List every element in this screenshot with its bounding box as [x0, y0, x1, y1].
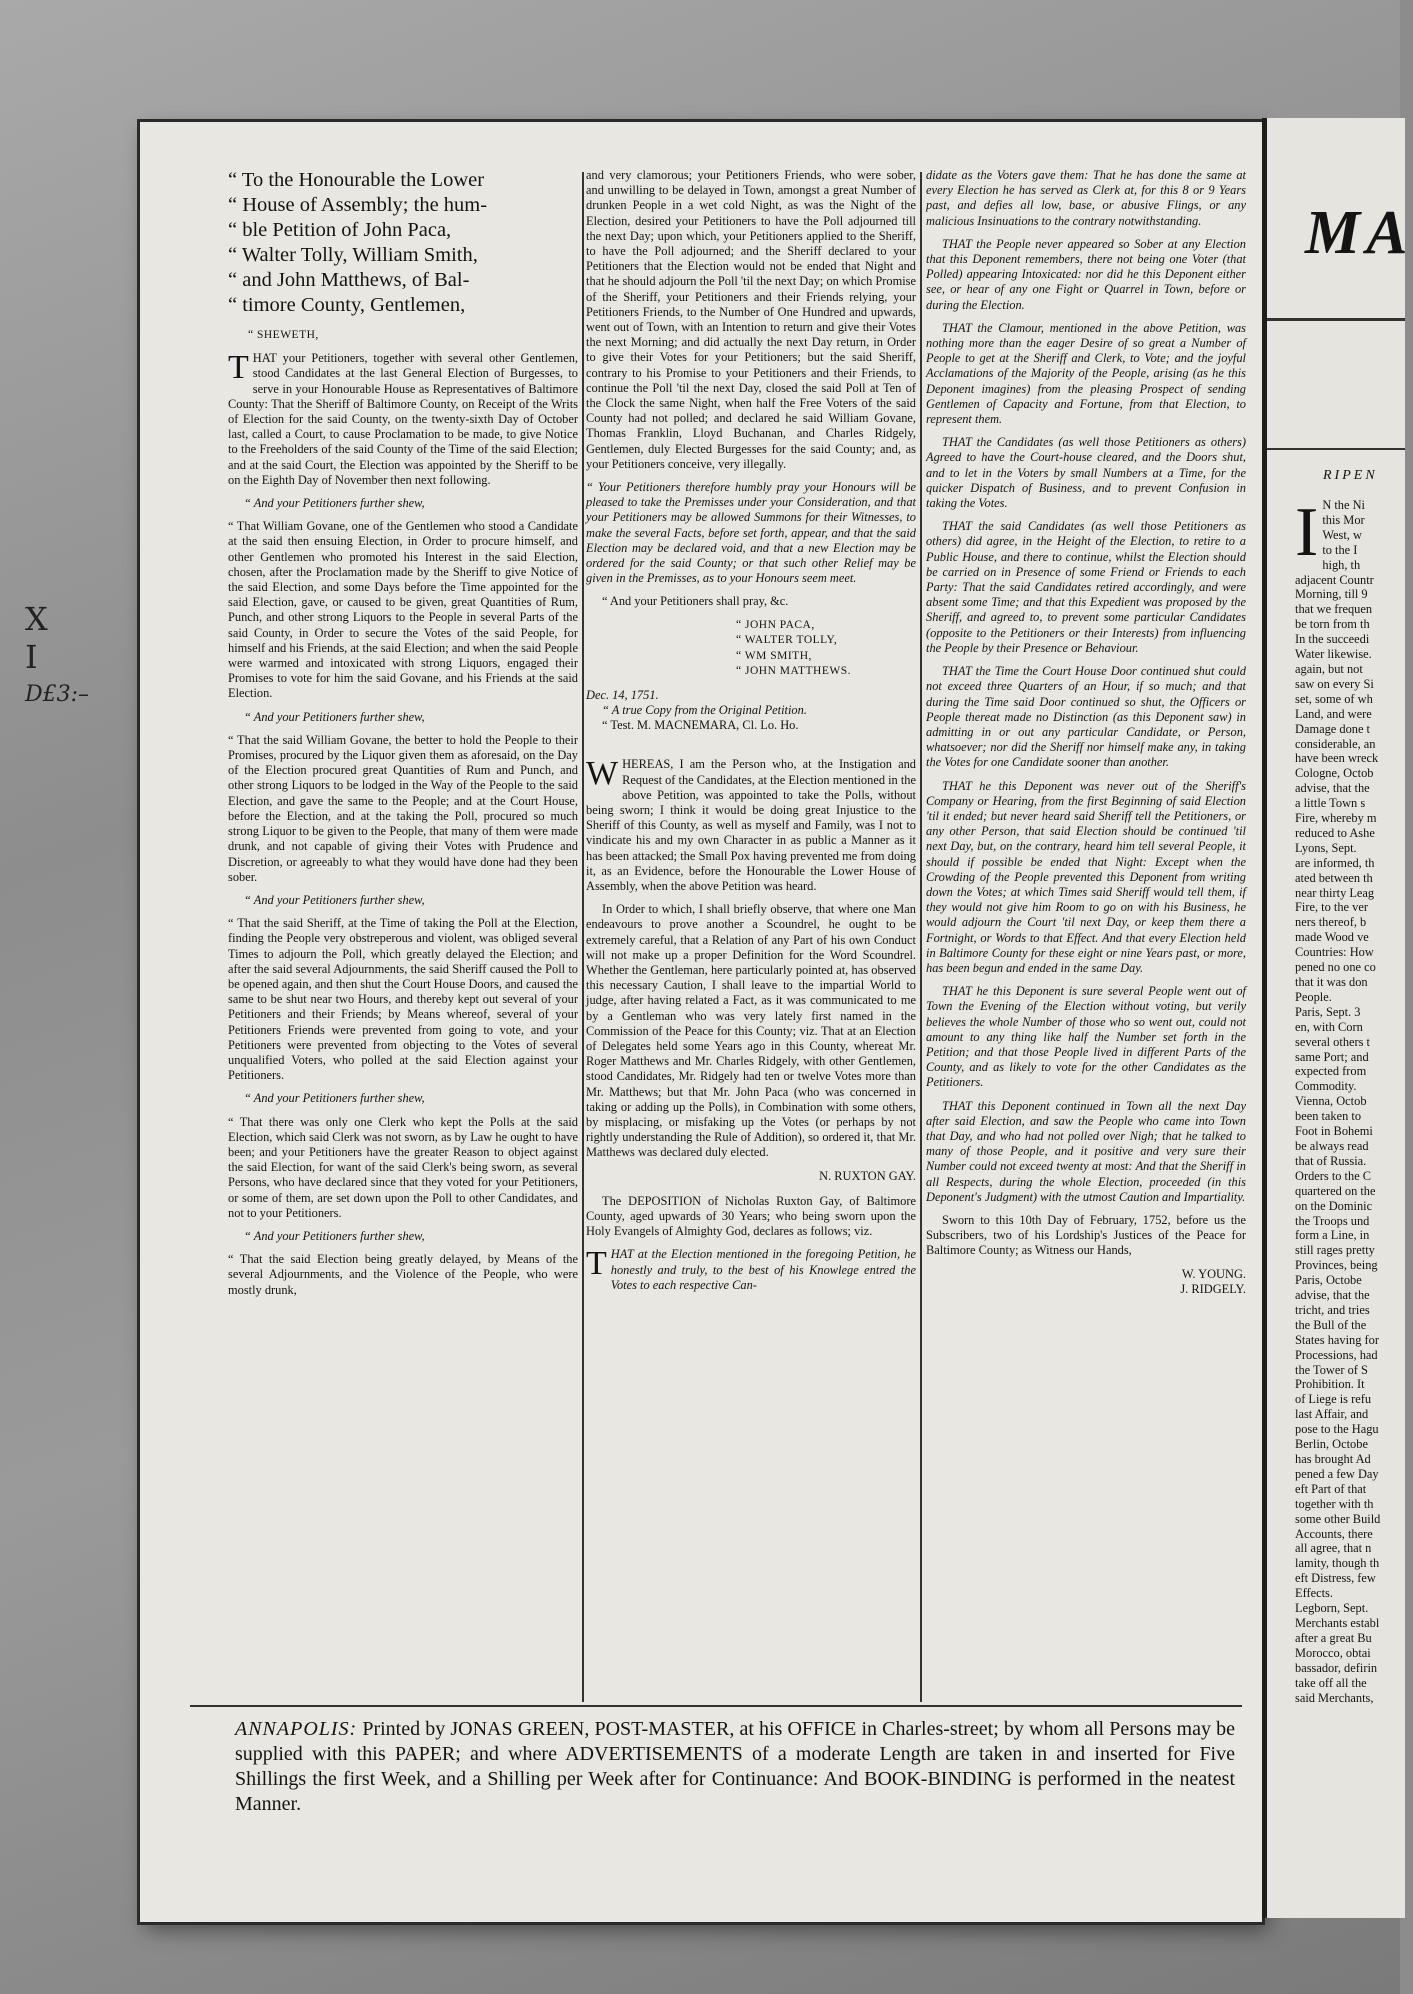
news-text-fragment	[1295, 494, 1405, 1705]
news-line: In the succeedi	[1295, 632, 1370, 647]
news-line: Land, and were	[1295, 706, 1372, 721]
news-line: of Liege is refu	[1295, 1392, 1372, 1407]
margin-note: X	[25, 600, 48, 638]
margin-note: I	[25, 638, 38, 676]
news-line: the Bull of the	[1295, 1317, 1367, 1332]
petition-title-line: “ and John Matthews, of Bal-	[228, 269, 470, 291]
paragraph-text: HAT your Petitioners, together with several other Gentlemen, stood Candidates at the last General Election of Burgesses, to serve in your Honourable House as Representatives of Baltimore County: That the Sheriff of Baltimore County, on Receipt of the Writs of Election for the said County, on the twenty-sixth Day of October last, called a Court, to cause Proclamation to be made, to give Notice to the Freeholders of the said County of the Time of the said Election; and at the said Court, the Election was appointed by the Sheriff to be on the Eighth Day of November then next following.	[228, 351, 578, 487]
section-heading: “ And your Petitioners further shew,	[244, 892, 425, 907]
news-line: take off all the	[1295, 1675, 1367, 1690]
news-line: Foot in Bohemi	[1295, 1124, 1373, 1139]
gay-paragraph	[586, 757, 916, 894]
drop-cap: T	[228, 349, 249, 387]
news-line: Prohibition. It	[1295, 1377, 1365, 1392]
news-line: that it was don	[1295, 975, 1368, 989]
news-line: Fire, whereby m	[1295, 811, 1377, 826]
news-line: Countries: How	[1295, 945, 1374, 960]
news-line: People.	[1295, 989, 1332, 1004]
handwritten-margin-notes	[25, 600, 90, 714]
section-heading: “ And your Petitioners further shew,	[244, 1091, 425, 1106]
petition-paragraph: and very clamorous; your Petitioners Friends, who were sober, and unwilling to be delayed in Town, amongst a great Number of drunken People in a wet cold Night, as was the Night of the Election, desired your Petitioners to have the Poll adjourned till the next Day; upon which, your Petitioners applied to the Sheriff, to have the Poll adjourned; and the Sheriff declared to your Petitioners that the Election would not be ended that Night and that he should adjourn the Poll 'til the next Day; on which Promise of the Sheriff, your Petitioners and their Friends relying, your Petitioners Friends, to the Number of One Hundred and upwards, went out of Town, with an Intention to return and give their Votes the next Morning; and did actually the next Day return, in Order to give their Votes for your Petitioners; but the said Sheriff, contrary to his Promise to your Petitioners and their Friends, to continue the Poll 'til the next Day, closed the said Poll at Ten of the Clock the same Night, when half the Free Voters of the said County had not polled; and declared he said William Govane, Thomas Franklin, Lloyd Buchanan, and Charles Ridgely, Gentlemen, duly Elected Burgesses for the said County; and, as your Petitioners conceive, very illegally.	[586, 168, 916, 471]
news-line: been taken to	[1295, 1109, 1362, 1124]
news-line: States having for	[1295, 1332, 1379, 1347]
column-2	[586, 168, 916, 1301]
news-line: tricht, and tries	[1295, 1302, 1370, 1317]
news-line: considerable, an	[1295, 736, 1376, 751]
masthead-fragment: MA	[1305, 199, 1413, 267]
news-line: Morocco, obtai	[1295, 1645, 1371, 1660]
news-line: en, with Corn	[1295, 1019, 1363, 1034]
news-line: adjacent Countr	[1295, 572, 1374, 587]
newspaper-page	[140, 122, 1262, 1922]
news-line: set, some of wh	[1295, 691, 1373, 706]
news-line: still rages pretty	[1295, 1243, 1375, 1258]
gay-paragraph: In Order to which, I shall briefly observe, that where one Man endeavours to prove another a Scoundrel, he ought to be extremely careful, that a Relation of any Part of his own Conduct will not make up a proper Definition for the Word Scoundrel. Whether the Gentleman, here particularly pointed at, has observed this necessary Caution, I shall leave to the impartial World to judge, after having related a Fact, as it was communicated to me by a Gentleman who was very lately first named in the Commission of the Peace for this County; viz. That at an Election of Delegates held some Years ago in this County, whereat Mr. Roger Matthews and Mr. Charles Ridgely, with other Gentlemen, stood Candidates, Mr. Ridgely had ten or twelve Votes more than Mr. Matthews; but that Mr. John Paca (who was concerned in taking or adding up the Polls), in Combination with some others, by misplacing, or misfaking up the Votes (or perhaps by not rightly understanding the Rule of Addition), so ordered it, that Mr. Matthews was declared duly elected.	[586, 902, 916, 1160]
news-line: N the Ni	[1322, 498, 1365, 512]
news-line: a little Town s	[1295, 796, 1366, 811]
footer-rule	[190, 1705, 1242, 1707]
news-line: the Tower of S	[1295, 1362, 1368, 1377]
news-line: last Affair, and	[1295, 1407, 1369, 1422]
petition-signers	[736, 618, 916, 680]
news-line: said Merchants,	[1295, 1690, 1374, 1705]
paragraph-text: HAT at the Election mentioned in the foregoing Petition, he honestly and truly, to the best of his Knowlege entred the Votes to each respective Can-	[610, 1247, 916, 1292]
news-line: this Mor	[1322, 512, 1365, 527]
petition-paragraph: “ That William Govane, one of the Gentlemen who stood a Candidate at the said then ensuing Election, in Order to procure himself, and other Gentlemen who promoted his Interest in the said Election, chosen, after the Proclamation made by the Sheriff to give Notice of the said Election, and some Days before the Time appointed for the said Election, gave, or caused to be given, great Quantities of Rum, Punch, and other strong Liquors to the People in several Parts of the said County, in Order to secure the Votes of the said People, for himself and his Friends, at the said Election; and when the said People were warmed and intoxicated with strong Liquors, engaged their Promises to vote for him the said Govane, and his Friends at the said Election.	[228, 519, 578, 701]
section-heading: “ And your Petitioners further shew,	[244, 1228, 425, 1243]
news-line: reduced to Ashe	[1295, 825, 1375, 840]
deposition-paragraph: THAT the People never appeared so Sober at any Election that this Deponent remembers, there not being one Voter (that Polled) appearing Intoxicated: nor did he this Deponent either see, or hear of any one Fight or Quarrel in Town, before or during the Election.	[926, 236, 1246, 312]
true-copy-note: “ A true Copy from the Original Petition.	[602, 702, 807, 717]
petition-paragraph: “ That the said Sheriff, at the Time of taking the Poll at the Election, finding the People very obstreperous and violent, was obliged several Times to adjourn the Poll, which greatly delayed the Election; and after the said several Adjournments, the said Sheriff caused the Poll to be opened again, and then shut the Court House Doors, and caused the same to be shut near two Hours, and thereby kept out several of your Petitioners and their Friends; by Means whereof, several of your Petitioners Friends were prevented from going to vote, and your Petitioners were prevented from objecting to the Votes of several unqualified Voters, who polled at the said Election against your Petitioners.	[228, 916, 578, 1083]
petition-paragraph: “ That the said William Govane, the better to hold the People to their Promises, procured by the Liquor given them as aforesaid, on the Day of the Election procured great Quantities of Rum and Punch, and other strong Liquors to be lodged in the Way of the People to the said Election, and gave the same to the People; and at the Court House, before the Election, and at the taking the Poll, procured so much strong Liquor to be given to the People, that many of them were made drunk, and not capable of giving their Votes with Prudence and Discretion, or agreeably to what they would have done had they been sober.	[228, 732, 578, 884]
section-heading: “ And your Petitioners further shew,	[244, 709, 425, 724]
imprint-text: Printed by JONAS GREEN, POST-MASTER, at his OFFICE in Charles-street; by whom all Persons may be supplied with this PAPER; and where ADVERTISEMENTS of a moderate Length are taken in and inserted for Five Shillings the first Week, and a Shilling per Week after for Continuance: And BOOK-BINDING is performed in the neatest Manner.	[235, 1718, 1235, 1815]
gay-signature: N. RUXTON GAY.	[819, 1168, 916, 1183]
news-lines	[1295, 494, 1405, 1705]
news-line: that of Russia.	[1295, 1153, 1367, 1168]
news-line: Merchants establ	[1295, 1615, 1380, 1630]
petition-title	[228, 168, 578, 318]
petition-title-line: “ ble Petition of John Paca,	[228, 219, 452, 241]
news-line: Orders to the C	[1295, 1168, 1372, 1183]
clerk-attestation: “ Test. M. MACNEMARA, Cl. Lo. Ho.	[602, 718, 799, 733]
deposition-paragraph: THAT the Candidates (as well those Petitioners as others) Agreed to have the Court-house cleared, and the Doors shut, and to let in the Voters by small Numbers at a Time, for the quicker Dispatch of Business, and to prevent Confusion in taking the Votes.	[926, 435, 1246, 511]
deposition-paragraph: THAT he this Deponent is sure several People went out of Town the Evening of the Election without voting, but verily believes the whole Number of those who so went out, could not amount to any thing like half the Number set forth in the Petition; and that those People lived in different Parts of the County, and as likely to vote for the other Candidates as the Petitioners.	[926, 984, 1246, 1090]
column-rule	[582, 172, 584, 1702]
column-1	[228, 168, 578, 1306]
petition-paragraph: “ That there was only one Clerk who kept the Polls at the said Election, which said Clerk was not sworn, as by Law he ought to have been; and your Petitioners have the greater Reason to object against the said Election, for want of the said Clerk's being sworn, as several Persons, who have declared since that they voted for your Petitioners, or some of them, are set down upon the Poll to other Candidates, and not to your Petitioners.	[228, 1114, 578, 1220]
signer-name: “ WM SMITH,	[736, 649, 812, 662]
news-line: Vienna, Octob	[1295, 1094, 1367, 1109]
deposition-paragraph: THAT this Deponent continued in Town all the next Day after said Election, and saw the People who came into Town that Day, and who had not polled over Nigh; that he talked to many of those People, and it positive and very sure their Number could not exceed twenty at most: And that the Sheriff in all Respects, during the whole Election, proceeded (in this Deponent's Judgment) with the utmost Caution and Impartiality.	[926, 1098, 1246, 1204]
justice-signature: W. YOUNG.	[1181, 1266, 1246, 1281]
imprint-place: ANNAPOLIS:	[235, 1718, 358, 1740]
news-line: together with th	[1295, 1496, 1374, 1511]
news-line: the Troops und	[1295, 1213, 1370, 1228]
news-line: lamity, though th	[1295, 1556, 1380, 1571]
deposition-paragraph: didate as the Voters gave them: That he has done the same at every Election he has served as Clerk at, for this 8 or 9 Years past, and defies all low, base, or abusive Flings, or any malicious Insinuations to the contrary notwithstanding.	[926, 168, 1246, 228]
signer-name: “ WALTER TOLLY,	[736, 634, 838, 647]
news-line: West, w	[1322, 527, 1362, 542]
deposition-paragraph: THAT he this Deponent was never out of the Sheriff's Company or Hearing, from the first Beginning of said Election 'til it ended; but never heard said Sheriff tell the Petitioners, or any other Person, that said Election should be continued 'til next Day, but, on the contrary, heard him tell several People, it should if possible be ended that Night: Except when the Crowding of the People prevented this Deponent from writing down the Votes; at which Times said Sheriff would tell them, if they would not give him Room to go on with his Business, he would adjourn the Court 'til next Day, or keep them there a Fortnight, or Words to that Effect. And that every Election held in Baltimore County for these eight or nine Years past, or more, has been begun and ended in the same Day.	[926, 778, 1246, 975]
news-line: expected from	[1295, 1064, 1367, 1079]
masthead-rule	[1267, 448, 1405, 450]
news-line: Paris, Octobe	[1295, 1273, 1362, 1288]
news-line: has brought Ad	[1295, 1452, 1371, 1466]
deposition-paragraph	[586, 1247, 916, 1293]
news-line: Morning, till 9	[1295, 587, 1368, 602]
news-line: to the I	[1322, 542, 1358, 557]
news-line: be torn from th	[1295, 617, 1370, 632]
news-line: advise, that the	[1295, 1288, 1370, 1303]
news-line: Processions, had	[1295, 1347, 1378, 1362]
signer-name: “ JOHN MATTHEWS.	[736, 665, 852, 678]
news-line: are informed, th	[1295, 855, 1375, 870]
sheweth-heading: “ SHEWETH,	[248, 329, 319, 341]
news-line: bassador, defirin	[1295, 1660, 1378, 1675]
news-line: high, th	[1322, 557, 1361, 572]
petition-paragraph	[228, 351, 578, 488]
news-line: Commodity.	[1295, 1079, 1357, 1094]
news-line: eft Distress, few	[1295, 1571, 1376, 1586]
petition-prayer: “ Your Petitioners therefore humbly pray your Honours will be pleased to take the Premisses under your Consideration, and that your Petitioners may be allowed Summons for their Witnesses, to make the several Facts, before set forth, appear, and that the said Election may be declared void, and that a new Election may be ordered for the said County; or that such other Relief may be given in the Premisses, as to your Honours seem meet.	[586, 480, 916, 586]
news-line: form a Line, in	[1295, 1228, 1370, 1243]
news-line: Fire, to the ver	[1295, 900, 1368, 915]
news-line: ated between th	[1295, 870, 1373, 885]
drop-cap: T	[586, 1245, 607, 1283]
petition-closing: “ And your Petitioners shall pray, &c.	[602, 594, 789, 609]
adjacent-page	[1262, 118, 1413, 1918]
news-line: after a great Bu	[1295, 1630, 1372, 1645]
justice-signature: J. RIDGELY.	[1180, 1281, 1246, 1296]
paragraph-text: HEREAS, I am the Person who, at the Instigation and Request of the Candidates, at the Election mentioned in the above Petition, was appointed to take the Polls, without being sworn; I think it would be doing great Injustice to the Sheriff of this County, as well as myself and Family, was I not to vindicate his and my own Character in as public a Manner as it has been attacked; the Small Pox having prevented me from doing it, as an Evidence, before the Honourable the Lower House of Assembly, when the above Petition was heard.	[586, 757, 916, 893]
petition-title-line: “ To the Honourable the Lower	[228, 169, 485, 191]
deposition-paragraph: THAT the Time the Court House Door continued shut could not exceed three Quarters of an Hour, if so much; and that during the Time said Door continued so shut, the Officers or People thereat made no Distinction (as this Deponent saw) in admitting in or out any particular Candidate, or Person, whatsoever; nor did the Sheriff nor himself make any, in taking the Votes for one Candidate sooner than another.	[926, 664, 1246, 770]
news-line: on the Dominic	[1295, 1198, 1373, 1213]
news-line: pened no one co	[1295, 960, 1376, 975]
news-line: Provinces, being	[1295, 1258, 1378, 1273]
petition-title-line: “ timore County, Gentlemen,	[228, 294, 466, 316]
news-line: Paris, Sept. 3	[1295, 1004, 1361, 1019]
news-line: Effects.	[1295, 1586, 1333, 1601]
drop-cap: I	[1295, 494, 1319, 571]
news-line: Accounts, there	[1295, 1526, 1373, 1541]
news-line: saw on every Si	[1295, 676, 1374, 691]
news-line: eft Part of that	[1295, 1481, 1367, 1496]
section-heading: “ And your Petitioners further shew,	[244, 496, 425, 511]
margin-note: D£3:–	[25, 682, 90, 707]
deposition-paragraph: THAT the said Candidates (as well those Petitioners as others) did agree, in the Height of the Election, to retire to a Public House, and there to continue, whilst the Election should be carried on in Presence of some Friend or Friends to each Party: That the said Candidates retired accordingly, and were absent some Time; and that this Expedient was proposed by the Sheriff, and agreed to, to prevent some particular Candidates (opposite to the Petitioners or their Interests) from influencing the People by their Presence or Behaviour.	[926, 519, 1246, 655]
deposition-paragraph: THAT the Clamour, mentioned in the above Petition, was nothing more than the eager Desire of so great a Number of People to get at the Sheriff and Clerk, to Vote; and the joyful Acclamations of the Majority of the People, arising (as he this Deponent imagines) from the pleasing Prospect of sending Gentlemen of Capacity and Fortune, from that Election, to represent them.	[926, 320, 1246, 427]
petition-title-line: “ House of Assembly; the hum-	[228, 194, 488, 216]
news-line: pose to the Hagu	[1295, 1422, 1379, 1437]
masthead-rule	[1267, 318, 1405, 321]
news-line: some other Build	[1295, 1511, 1381, 1526]
petition-date: Dec. 14, 1751.	[586, 687, 659, 702]
jurat: Sworn to this 10th Day of February, 1752, before us the Subscribers, two of his Lordship's Justices of the Peace for Baltimore County; as Witness our Hands,	[926, 1213, 1246, 1258]
news-line: same Port; and	[1295, 1049, 1369, 1064]
deposition-heading: The DEPOSITION of Nicholas Ruxton Gay, of Baltimore County, aged upwards of 30 Years; who being sworn upon the Holy Evangels of Almighty God, declares as follows; viz.	[586, 1193, 916, 1239]
news-line: Cologne, Octob	[1295, 766, 1374, 781]
news-line: made Wood ve	[1295, 930, 1369, 945]
news-line: several others t	[1295, 1034, 1371, 1049]
news-line: that we frequen	[1295, 602, 1373, 617]
signer-name: “ JOHN PACA,	[736, 618, 815, 631]
drop-cap: W	[586, 755, 619, 793]
news-heading-fragment: RIPEN	[1323, 468, 1378, 483]
news-line: all agree, that n	[1295, 1541, 1372, 1556]
petition-paragraph: “ That the said Election being greatly delayed, by Means of the several Adjournments, and the Violence of the People, who were mostly drunk,	[228, 1252, 578, 1297]
news-line: Water likewise.	[1295, 647, 1372, 662]
news-line: Berlin, Octobe	[1295, 1437, 1368, 1452]
news-line: Legborn, Sept.	[1295, 1601, 1369, 1616]
news-line: near thirty Leag	[1295, 885, 1375, 900]
news-line: quartered on the	[1295, 1183, 1376, 1198]
news-line: Lyons, Sept.	[1295, 840, 1357, 855]
news-line: Damage done t	[1295, 721, 1371, 736]
column-rule	[920, 172, 922, 1702]
news-line: be always read	[1295, 1138, 1369, 1153]
printer-imprint	[235, 1717, 1235, 1817]
petition-title-line: “ Walter Tolly, William Smith,	[228, 244, 478, 266]
news-line: ners thereof, b	[1295, 915, 1367, 930]
news-line: again, but not	[1295, 661, 1363, 676]
news-line: pened a few Day	[1295, 1466, 1379, 1481]
news-line: advise, that the	[1295, 781, 1370, 796]
column-3	[926, 168, 1246, 1297]
news-line: have been wreck	[1295, 751, 1379, 766]
